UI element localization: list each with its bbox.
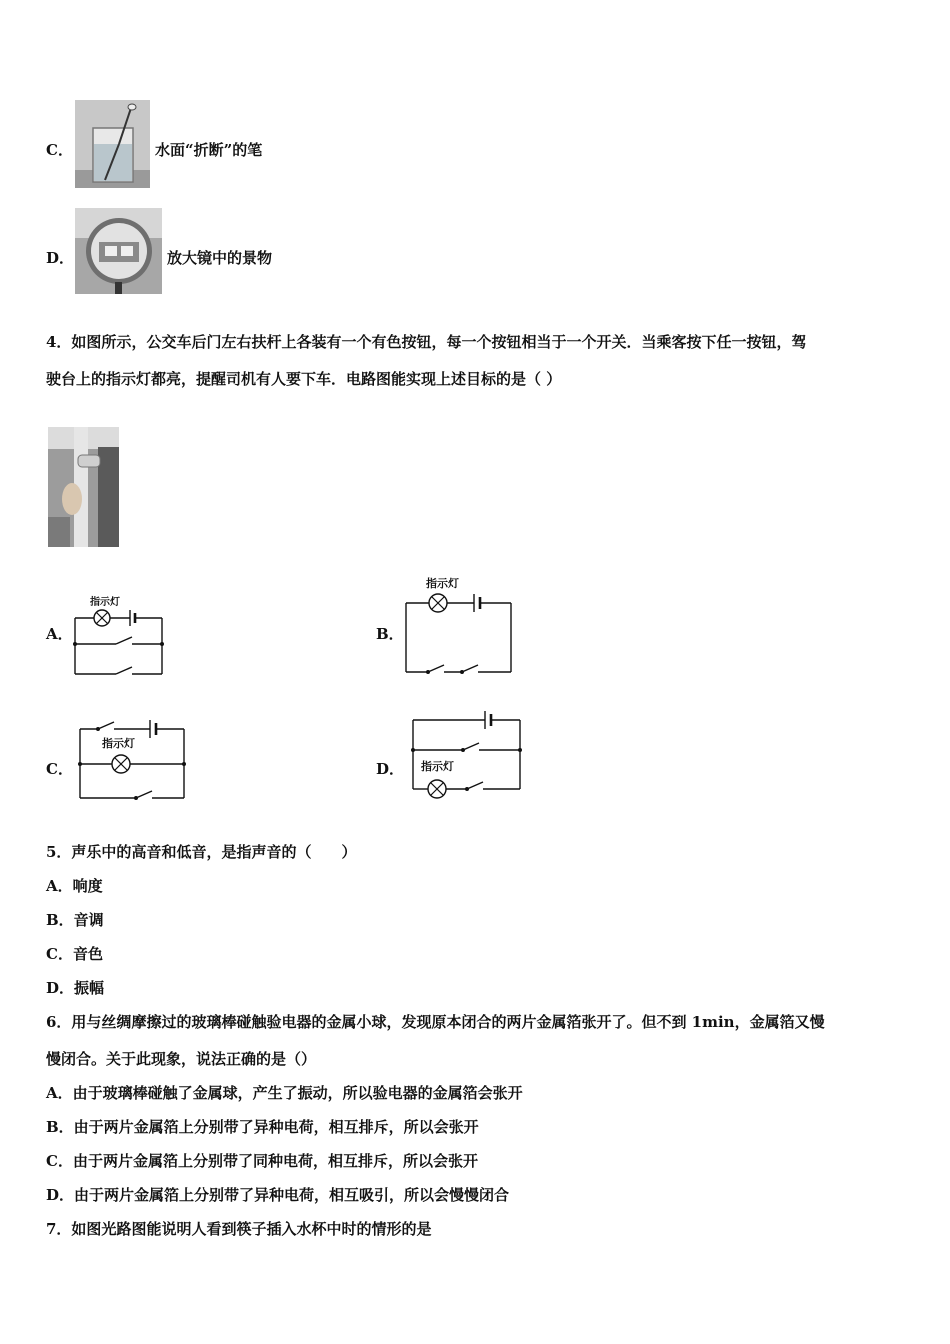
circuit-diagram-b [400,572,520,682]
q3-option-d-label: D． [46,249,75,267]
bus-handrail-photo [48,427,119,547]
q6-option-b: B．由于两片金属箔上分别带了异种电荷，相互排斥，所以会张开 [46,1118,479,1136]
q4-stem-line1: 4．如图所示，公交车后门左右扶杆上各装有一个有色按钮，每一个按钮相当于一个开关．当乘客按下任一按钮，驾 [46,333,807,351]
switch-icon [467,782,483,789]
switch-icon [463,743,479,750]
switch-icon [98,722,114,729]
q4-option-d-label: D． [376,760,405,778]
q3-option-d-caption: 放大镜中的景物 [167,249,273,267]
q4-option-a-label: A． [46,625,73,643]
q5-option-d: D．振幅 [46,979,105,997]
q6-option-d: D．由于两片金属箔上分别带了异种电荷，相互吸引，所以会慢慢闭合 [46,1186,510,1204]
circuit-diagram-a [70,592,170,682]
q6-option-a: A．由于玻璃棒碰触了金属球，产生了振动，所以验电器的金属箔会张开 [46,1084,523,1102]
q3-option-c-caption: 水面“折断”的笔 [155,141,263,159]
q4-option-c-label: C． [46,760,73,778]
switch-icon [136,791,152,798]
q6-stem-line2: 慢闭合。关于此现象，说法正确的是（） [46,1050,317,1068]
lamp-label: 指示灯 [90,597,120,608]
q6-option-c: C．由于两片金属箔上分别带了同种电荷，相互排斥，所以会张开 [46,1152,478,1170]
q3-option-c-label: C． [46,141,73,159]
q4-stem-line2: 驶台上的指示灯都亮，提醒司机有人要下车．电路图能实现上述目标的是（ ） [46,370,562,388]
switch-icon [116,637,132,644]
lamp-label: 指示灯 [102,737,135,750]
q5-option-b: B．音调 [46,911,104,929]
q7-stem: 7．如图光路图能说明人看到筷子插入水杯中时的情形的是 [46,1220,432,1238]
lamp-label: 指示灯 [426,577,459,590]
circuit-diagram-c [74,712,192,807]
q4-option-b-label: B． [376,625,404,643]
pencil-in-water-photo [75,100,150,188]
switch-icon [462,665,478,672]
q5-stem: 5．声乐中的高音和低音，是指声音的（ ） [46,843,357,861]
circuit-diagram-d [405,708,529,804]
switch-icon [428,665,444,672]
q5-option-c: C．音色 [46,945,103,963]
q6-stem-line1: 6．用与丝绸摩擦过的玻璃棒碰触验电器的金属小球，发现原本闭合的两片金属箔张开了。但不到 1min，金属箔又慢 [46,1013,825,1031]
switch-icon [116,667,132,674]
q5-option-a: A．响度 [46,877,103,895]
magnifier-photo [75,208,162,294]
lamp-label: 指示灯 [421,760,454,773]
